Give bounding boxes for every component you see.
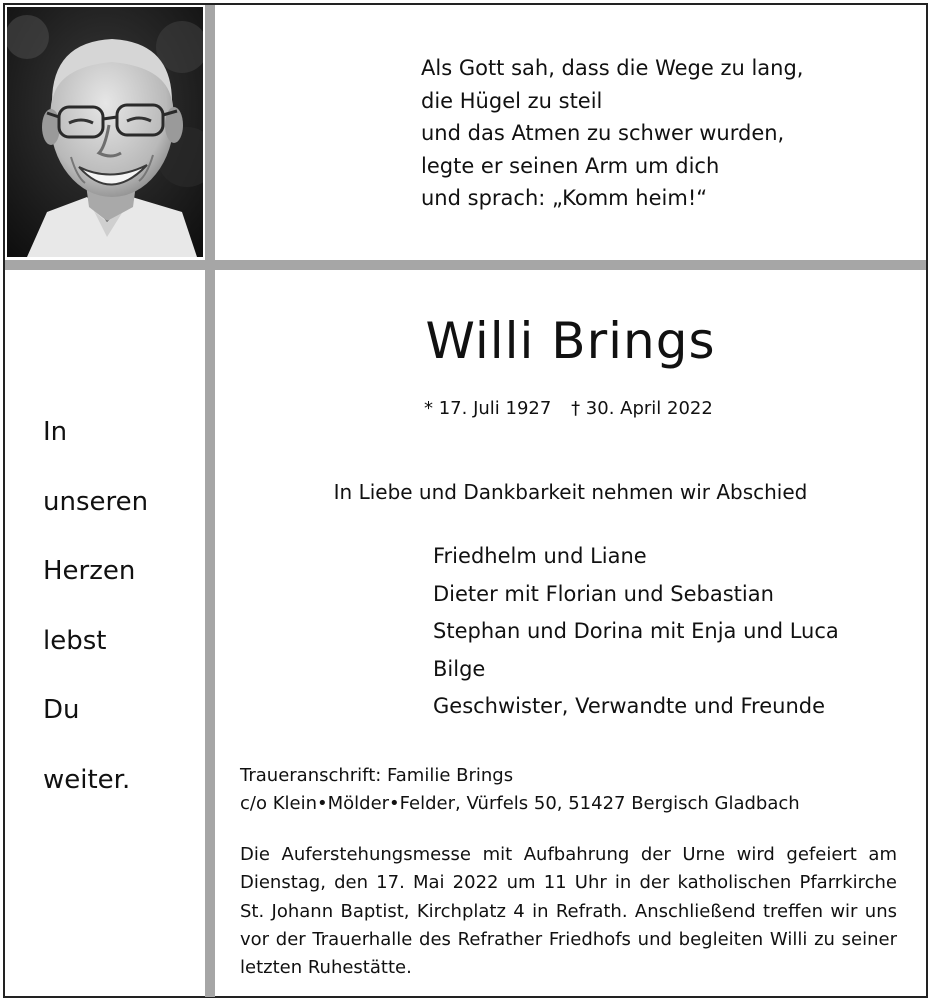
vertical-divider bbox=[205, 5, 215, 997]
address-line: Traueranschrift: Familie Brings bbox=[240, 765, 514, 786]
poem bbox=[421, 52, 803, 215]
poem-line: und das Atmen zu schwer wurden, bbox=[421, 121, 785, 145]
poem-line: und sprach: „Komm heim!“ bbox=[421, 186, 708, 210]
life-dates bbox=[424, 398, 713, 419]
farewell-text: In Liebe und Dankbarkeit nehmen wir Abschied bbox=[333, 480, 808, 504]
horizontal-divider bbox=[5, 260, 926, 270]
address-line: c/o Klein•Mölder•Felder, Vürfels 50, 51427 Bergisch Gladbach bbox=[240, 793, 800, 814]
mourners-list bbox=[433, 538, 839, 726]
death-date: † 30. April 2022 bbox=[571, 398, 713, 419]
side-text-line: Du bbox=[43, 695, 80, 725]
side-text-line: unseren bbox=[43, 486, 149, 517]
portrait-illustration bbox=[7, 7, 203, 257]
side-text bbox=[43, 398, 148, 815]
mourner-entry: Dieter mit Florian und Sebastian bbox=[433, 581, 774, 606]
poem-line: die Hügel zu steil bbox=[421, 88, 603, 113]
deceased-name: Willi Brings bbox=[425, 312, 716, 370]
side-text-line: lebst bbox=[43, 625, 107, 656]
poem-line: legte er seinen Arm um dich bbox=[421, 153, 720, 178]
birth-date: * 17. Juli 1927 bbox=[424, 398, 552, 419]
side-text-line: In bbox=[43, 417, 68, 447]
mourner-entry: Bilge bbox=[433, 656, 486, 681]
portrait-photo bbox=[7, 7, 203, 257]
side-text-line: Herzen bbox=[43, 556, 136, 586]
mourner-entry: Friedhelm und Liane bbox=[433, 544, 647, 568]
mourner-entry: Stephan und Dorina mit Enja und Luca bbox=[433, 619, 839, 643]
mourner-entry: Geschwister, Verwandte und Freunde bbox=[433, 694, 826, 718]
side-text-line: weiter. bbox=[43, 764, 131, 795]
poem-line: Als Gott sah, dass die Wege zu lang, bbox=[421, 56, 804, 80]
service-info: Die Auferstehungsmesse mit Aufbahrung der Urne wird gefeiert am Dienstag, den 17. Mai 2022 um 11 Uhr in der katholischen Pfarrkirche St. Johann Baptist, Kirchplatz 4 in Refrath. Anschließend treffen wir uns vor der Trauerhalle des Refrather Friedhofs und begleiten Willi zu seiner letzten Ruhestätte. bbox=[240, 844, 897, 979]
mourning-address bbox=[240, 762, 800, 818]
